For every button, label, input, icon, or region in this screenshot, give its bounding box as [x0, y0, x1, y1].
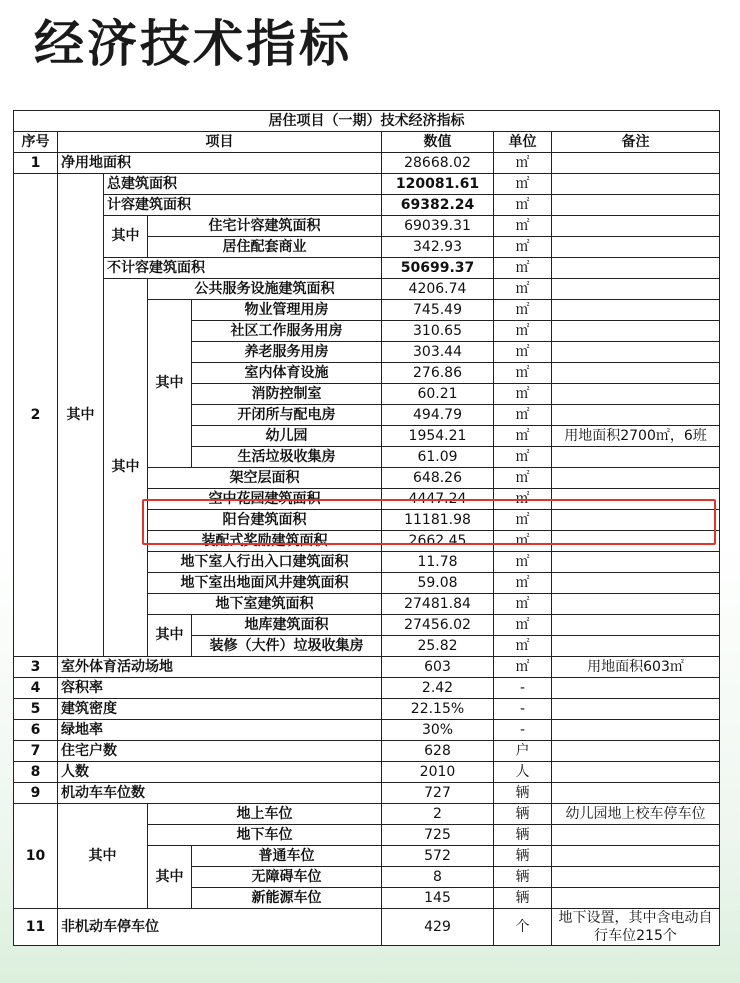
row-value: 648.26	[382, 468, 494, 489]
header-note: 备注	[552, 132, 720, 153]
row-item: 地下室人行出入口建筑面积	[148, 552, 382, 573]
group-label: 其中	[104, 216, 148, 258]
row-value: 429	[382, 909, 494, 946]
row-unit: -	[494, 720, 552, 741]
row-value: 2662.45	[382, 531, 494, 552]
row-note	[552, 384, 720, 405]
row-item: 养老服务用房	[192, 342, 382, 363]
row-unit: 辆	[494, 825, 552, 846]
table-header-row	[14, 132, 720, 153]
row-note: 地下设置，其中含电动自行车位215个	[552, 909, 720, 946]
row-value: 145	[382, 888, 494, 909]
header-item: 项目	[58, 132, 382, 153]
row-item: 幼儿园	[192, 426, 382, 447]
row-no: 9	[14, 783, 58, 804]
row-note	[552, 825, 720, 846]
row-value: 4447.24	[382, 489, 494, 510]
indicator-table	[13, 110, 720, 946]
group-label: 其中	[148, 300, 192, 468]
row-value: 628	[382, 741, 494, 762]
row-item: 非机动车停车位	[58, 909, 382, 946]
row-no: 8	[14, 762, 58, 783]
row-unit: ㎡	[494, 510, 552, 531]
row-note	[552, 153, 720, 174]
row-note	[552, 552, 720, 573]
row-unit: ㎡	[494, 342, 552, 363]
row-unit: ㎡	[494, 594, 552, 615]
row-unit: ㎡	[494, 636, 552, 657]
row-item: 消防控制室	[192, 384, 382, 405]
row-note	[552, 720, 720, 741]
row-unit: 辆	[494, 888, 552, 909]
table-row	[14, 678, 720, 699]
row-no: 11	[14, 909, 58, 946]
row-value: 310.65	[382, 321, 494, 342]
row-note	[552, 405, 720, 426]
row-unit: 人	[494, 762, 552, 783]
row-note	[552, 888, 720, 909]
row-no: 5	[14, 699, 58, 720]
header-value: 数值	[382, 132, 494, 153]
row-value: 27456.02	[382, 615, 494, 636]
row-unit: ㎡	[494, 216, 552, 237]
row-note: 用地面积603㎡	[552, 657, 720, 678]
row-unit: ㎡	[494, 300, 552, 321]
row-unit: ㎡	[494, 153, 552, 174]
row-value: 494.79	[382, 405, 494, 426]
row-item: 绿地率	[58, 720, 382, 741]
row-unit: ㎡	[494, 174, 552, 195]
row-note	[552, 300, 720, 321]
row-value: 69039.31	[382, 216, 494, 237]
table-row	[14, 153, 720, 174]
row-item: 物业管理用房	[192, 300, 382, 321]
row-unit: ㎡	[494, 405, 552, 426]
row-unit: ㎡	[494, 321, 552, 342]
row-unit: ㎡	[494, 573, 552, 594]
row-value: 2	[382, 804, 494, 825]
row-item: 住宅户数	[58, 741, 382, 762]
row-unit: ㎡	[494, 468, 552, 489]
row-note	[552, 699, 720, 720]
row-note	[552, 258, 720, 279]
row-value: 1954.21	[382, 426, 494, 447]
row-no: 1	[14, 153, 58, 174]
row-item: 无障碍车位	[192, 867, 382, 888]
row-no: 7	[14, 741, 58, 762]
row-unit: ㎡	[494, 258, 552, 279]
row-no: 10	[14, 804, 58, 909]
row-unit: ㎡	[494, 531, 552, 552]
row-value: 2010	[382, 762, 494, 783]
row-item: 开闭所与配电房	[192, 405, 382, 426]
row-unit: ㎡	[494, 426, 552, 447]
row-note	[552, 573, 720, 594]
table-row	[14, 657, 720, 678]
row-note	[552, 279, 720, 300]
row-unit: ㎡	[494, 279, 552, 300]
row-value: 276.86	[382, 363, 494, 384]
table-row	[14, 174, 720, 195]
row-value: 2.42	[382, 678, 494, 699]
row-unit: -	[494, 699, 552, 720]
header-no: 序号	[14, 132, 58, 153]
row-note	[552, 531, 720, 552]
row-unit: ㎡	[494, 489, 552, 510]
row-note	[552, 195, 720, 216]
row-item: 地库建筑面积	[192, 615, 382, 636]
table-row	[14, 741, 720, 762]
page-title: 经济技术指标	[34, 15, 352, 73]
row-value: 22.15%	[382, 699, 494, 720]
row-item: 容积率	[58, 678, 382, 699]
row-item: 新能源车位	[192, 888, 382, 909]
row-note	[552, 447, 720, 468]
row-value: 60.21	[382, 384, 494, 405]
row-value: 50699.37	[382, 258, 494, 279]
row-item: 地下车位	[148, 825, 382, 846]
table-row	[14, 216, 720, 237]
row-note	[552, 615, 720, 636]
row-value: 4206.74	[382, 279, 494, 300]
row-item: 室外体育活动场地	[58, 657, 382, 678]
row-note	[552, 174, 720, 195]
group-label: 其中	[148, 846, 192, 909]
row-item: 建筑密度	[58, 699, 382, 720]
row-unit: 辆	[494, 804, 552, 825]
row-note	[552, 846, 720, 867]
row-item: 居住配套商业	[148, 237, 382, 258]
row-item: 不计容建筑面积	[104, 258, 382, 279]
row-value: 603	[382, 657, 494, 678]
row-value: 342.93	[382, 237, 494, 258]
row-value: 59.08	[382, 573, 494, 594]
row-note	[552, 867, 720, 888]
row-no: 3	[14, 657, 58, 678]
row-item: 架空层面积	[148, 468, 382, 489]
row-value: 303.44	[382, 342, 494, 363]
group-label: 其中	[58, 804, 148, 909]
row-note	[552, 363, 720, 384]
row-value: 120081.61	[382, 174, 494, 195]
row-unit: 辆	[494, 783, 552, 804]
row-unit: ㎡	[494, 615, 552, 636]
row-unit: ㎡	[494, 237, 552, 258]
row-item: 生活垃圾收集房	[192, 447, 382, 468]
row-no: 6	[14, 720, 58, 741]
row-item: 人数	[58, 762, 382, 783]
row-note	[552, 678, 720, 699]
row-unit: -	[494, 678, 552, 699]
table-row	[14, 699, 720, 720]
row-item: 住宅计容建筑面积	[148, 216, 382, 237]
row-value: 28668.02	[382, 153, 494, 174]
row-value: 725	[382, 825, 494, 846]
row-item: 计容建筑面积	[104, 195, 382, 216]
row-value: 25.82	[382, 636, 494, 657]
row-value: 27481.84	[382, 594, 494, 615]
row-note	[552, 216, 720, 237]
header-unit: 单位	[494, 132, 552, 153]
row-item: 净用地面积	[58, 153, 382, 174]
row-unit: 个	[494, 909, 552, 946]
table-row	[14, 783, 720, 804]
row-item: 装修（大件）垃圾收集房	[192, 636, 382, 657]
row-note	[552, 468, 720, 489]
table-row	[14, 762, 720, 783]
row-value: 61.09	[382, 447, 494, 468]
row-unit: 辆	[494, 846, 552, 867]
row-note	[552, 489, 720, 510]
table-row	[14, 258, 720, 279]
row-unit: 户	[494, 741, 552, 762]
row-no: 2	[14, 174, 58, 657]
table-caption-row	[14, 111, 720, 132]
row-unit: ㎡	[494, 447, 552, 468]
row-value: 572	[382, 846, 494, 867]
row-note: 幼儿园地上校车停车位	[552, 804, 720, 825]
row-item: 空中花园建筑面积	[148, 489, 382, 510]
row-note	[552, 594, 720, 615]
row-unit: ㎡	[494, 657, 552, 678]
row-note	[552, 321, 720, 342]
row-item: 社区工作服务用房	[192, 321, 382, 342]
row-item: 室内体育设施	[192, 363, 382, 384]
row-note	[552, 762, 720, 783]
row-unit: ㎡	[494, 384, 552, 405]
row-note	[552, 783, 720, 804]
row-value: 11.78	[382, 552, 494, 573]
row-note	[552, 342, 720, 363]
row-item: 总建筑面积	[104, 174, 382, 195]
group-label: 其中	[148, 615, 192, 657]
table-row	[14, 720, 720, 741]
row-item: 机动车车位数	[58, 783, 382, 804]
row-value: 11181.98	[382, 510, 494, 531]
row-item: 普通车位	[192, 846, 382, 867]
table-row	[14, 804, 720, 825]
table-caption: 居住项目（一期）技术经济指标	[14, 111, 720, 132]
row-value: 727	[382, 783, 494, 804]
row-item: 公共服务设施建筑面积	[148, 279, 382, 300]
table-row	[14, 195, 720, 216]
row-value: 30%	[382, 720, 494, 741]
row-unit: ㎡	[494, 195, 552, 216]
row-note: 用地面积2700㎡，6班	[552, 426, 720, 447]
row-value: 69382.24	[382, 195, 494, 216]
group-label: 其中	[104, 279, 148, 657]
row-note	[552, 741, 720, 762]
table-row	[14, 909, 720, 946]
row-no: 4	[14, 678, 58, 699]
row-value: 8	[382, 867, 494, 888]
row-note	[552, 636, 720, 657]
row-item: 地下室建筑面积	[148, 594, 382, 615]
row-unit: ㎡	[494, 552, 552, 573]
row-note	[552, 510, 720, 531]
row-item: 阳台建筑面积	[148, 510, 382, 531]
row-item: 地下室出地面风井建筑面积	[148, 573, 382, 594]
row-item: 地上车位	[148, 804, 382, 825]
row-value: 745.49	[382, 300, 494, 321]
group-label: 其中	[58, 174, 104, 657]
row-note	[552, 237, 720, 258]
row-unit: ㎡	[494, 363, 552, 384]
table-row	[14, 279, 720, 300]
row-item: 装配式奖励建筑面积	[148, 531, 382, 552]
row-unit: 辆	[494, 867, 552, 888]
